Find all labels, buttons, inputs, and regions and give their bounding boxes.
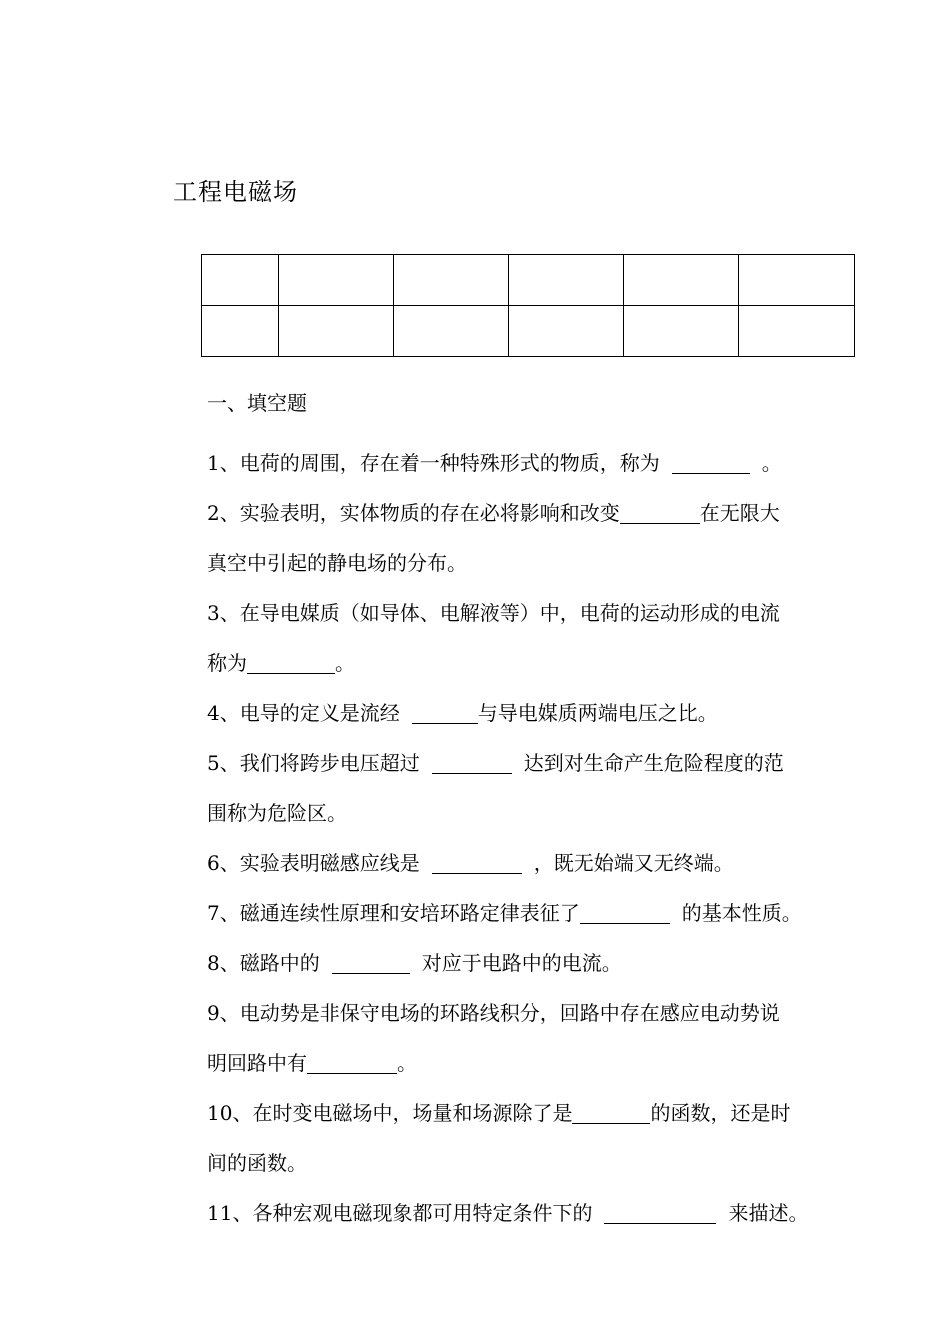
question-8: 8、磁路中的 对应于电路中的电流。	[207, 951, 622, 975]
answer-blank[interactable]	[432, 851, 522, 874]
question-3: 3、在导电媒质（如导体、电解液等）中，电荷的运动形成的电流 称为 。	[207, 601, 780, 675]
answer-blank[interactable]	[572, 1101, 650, 1124]
question-4: 4、电导的定义是流经 与导电媒质两端电压之比。	[207, 701, 718, 725]
table-cell	[279, 306, 394, 357]
table-cell	[509, 255, 624, 306]
score-table	[201, 254, 855, 357]
question-1: 1、电荷的周围，存在着一种特殊形式的物质，称为 。	[207, 451, 782, 475]
table-cell	[279, 255, 394, 306]
section-heading: 一、填空题	[207, 391, 307, 415]
question-11: 11、各种宏观电磁现象都可用特定条件下的 来描述。	[207, 1201, 809, 1225]
table-cell	[394, 306, 509, 357]
question-6: 6、实验表明磁感应线是 ，既无始端又无终端。	[207, 851, 734, 875]
table-cell	[739, 306, 855, 357]
table-row	[202, 306, 855, 357]
table-cell	[739, 255, 855, 306]
question-10: 10、在时变电磁场中，场量和场源除了是 的函数，还是时 间的函数。	[207, 1101, 791, 1175]
answer-blank[interactable]	[672, 451, 750, 474]
question-7: 7、磁通连续性原理和安培环路定律表征了 的基本性质。	[207, 901, 802, 925]
answer-blank[interactable]	[247, 651, 335, 674]
table-cell	[202, 255, 279, 306]
table-cell	[509, 306, 624, 357]
answer-blank[interactable]	[412, 701, 478, 724]
answer-blank[interactable]	[332, 951, 410, 974]
answer-blank[interactable]	[432, 751, 512, 774]
table-row	[202, 255, 855, 306]
fill-in-section	[207, 388, 847, 1238]
table-cell	[394, 255, 509, 306]
answer-blank[interactable]	[580, 901, 670, 924]
question-5: 5、我们将跨步电压超过 达到对生命产生危险程度的范 围称为危险区。	[207, 751, 784, 825]
table-cell	[202, 306, 279, 357]
answer-blank[interactable]	[620, 501, 700, 524]
question-2: 2、实验表明，实体物质的存在必将影响和改变 在无限大 真空中引起的静电场的分布。	[207, 501, 780, 575]
table-cell	[624, 306, 739, 357]
answer-blank[interactable]	[307, 1051, 397, 1074]
question-9: 9、电动势是非保守电场的环路线积分，回路中存在感应电动势说 明回路中有 。	[207, 1001, 780, 1075]
table-cell	[624, 255, 739, 306]
answer-blank[interactable]	[604, 1201, 716, 1224]
document-title: 工程电磁场	[173, 178, 298, 206]
